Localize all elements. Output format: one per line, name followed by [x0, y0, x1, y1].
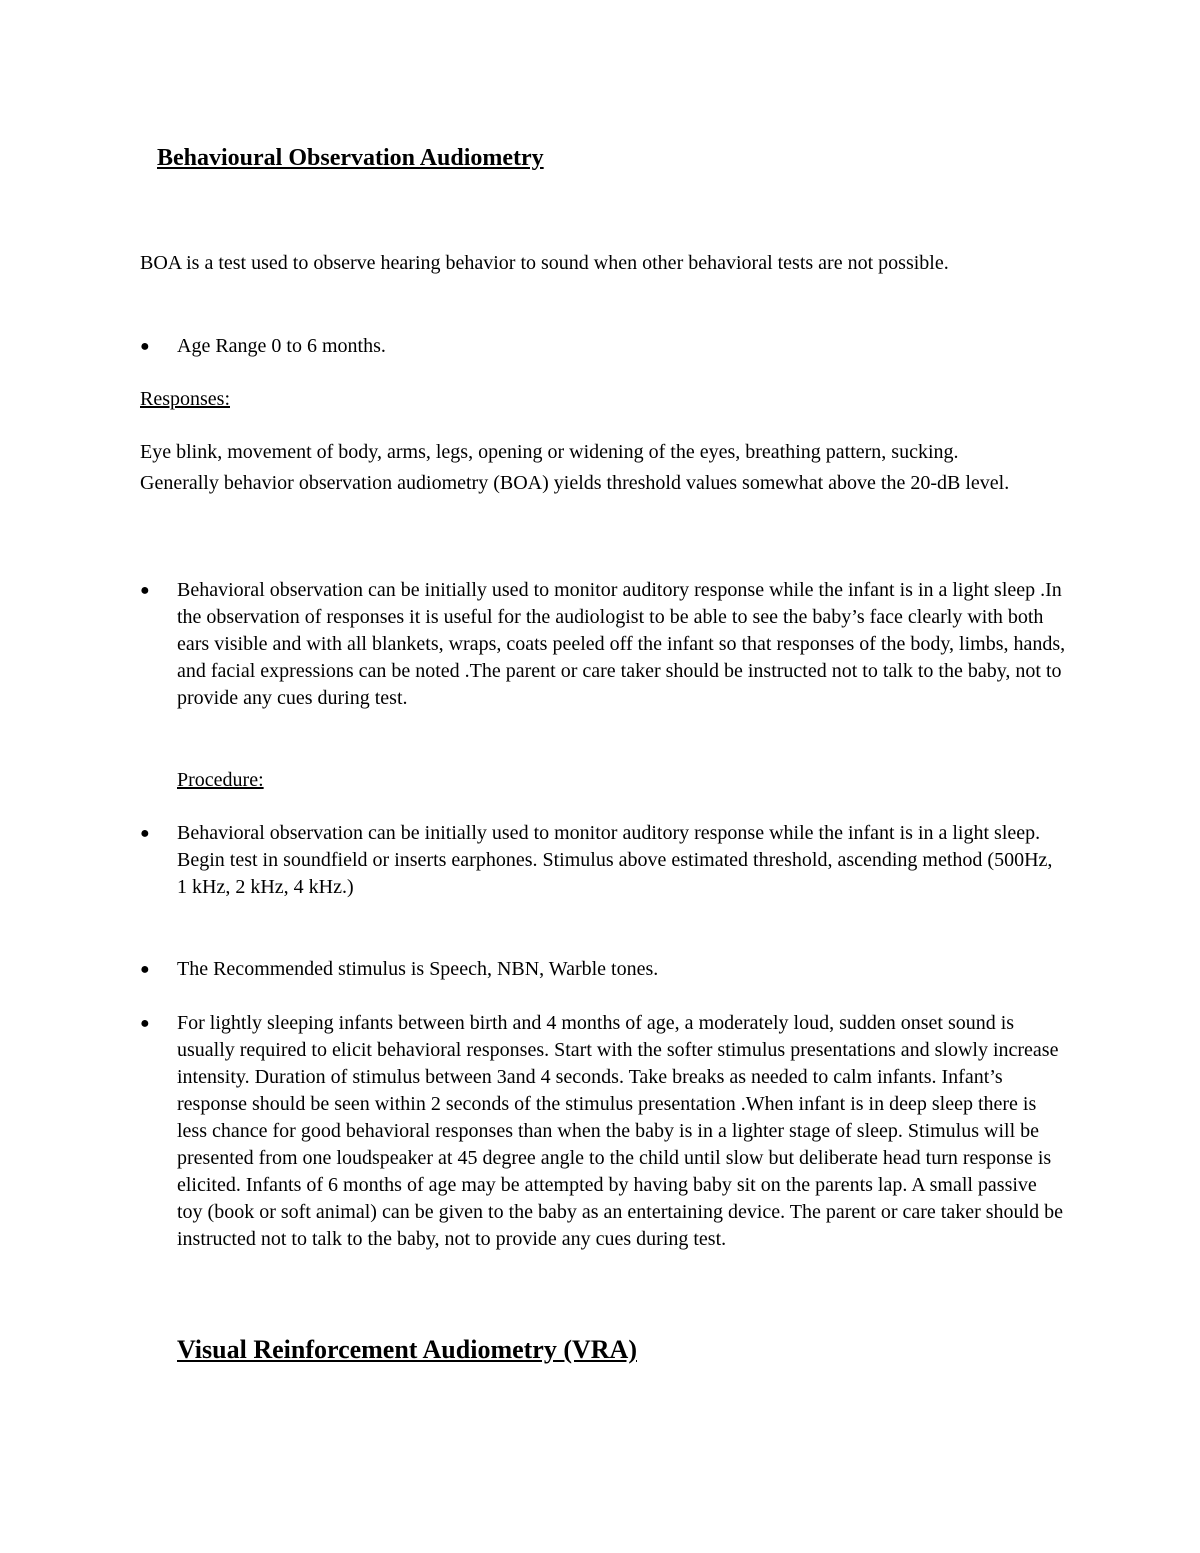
- bullet-dot: ●: [140, 1015, 150, 1032]
- age-range-text: Age Range 0 to 6 months.: [177, 335, 386, 357]
- section-title-boa: Behavioural Observation Audiometry: [157, 145, 544, 171]
- bullet-dot: ●: [140, 825, 150, 842]
- responses-paragraph: Eye blink, movement of body, arms, legs, opening or widening of the eyes, breathing pattern, sucking. Generally behavior observation audiometry (BOA) yields threshold values somewhat above the 20-dB level.: [140, 441, 1010, 494]
- bullet-dot: ●: [140, 582, 150, 599]
- procedure-text-2: The Recommended stimulus is Speech, NBN, Warble tones.: [177, 958, 659, 980]
- intro-paragraph: BOA is a test used to observe hearing behavior to sound when other behavioral tests are not possible.: [140, 252, 949, 274]
- procedure-heading: Procedure:: [177, 769, 264, 791]
- bullet-dot: ●: [140, 338, 150, 355]
- procedure-text-3: For lightly sleeping infants between birth and 4 months of age, a moderately loud, sudden onset sound is usually required to elicit behavioral responses. Start with the softer stimulus presentations and slowly increase intensity. Duration of stimulus between 3and 4 seconds. Take breaks as needed to calm infants. Infant’s response should be seen within 2 seconds of the stimulus presentation .When infant is in deep sleep there is less chance for good behavioral responses than when the baby is in a lighter stage of sleep. Stimulus will be presented from one loudspeaker at 45 degree angle to the child until slow but deliberate head turn response is elicited. Infants of 6 months of age may be attempted by having baby sit on the parents lap. A small passive toy (book or soft animal) can be given to the baby as an entertaining device. The parent or care taker should be instructed not to talk to the baby, not to provide any cues during test.: [177, 1012, 1063, 1250]
- bullet-dot: ●: [140, 961, 150, 978]
- responses-heading: Responses:: [140, 388, 230, 410]
- procedure-text-1: Behavioral observation can be initially used to monitor auditory response while the infant is in a light sleep. Begin test in soundfield or inserts earphones. Stimulus above estimated threshold, ascending method (500Hz, 1 kHz, 2 kHz, 4 kHz.): [177, 822, 1053, 898]
- observation-text: Behavioral observation can be initially used to monitor auditory response while the infant is in a light sleep .In the observation of responses it is useful for the audiologist to be able to see the baby’s face clearly with both ears visible and with all blankets, wraps, coats peeled off the infant so that responses of the body, limbs, hands, and facial expressions can be noted .The parent or care taker should be instructed not to talk to the baby, not to provide any cues during test.: [177, 579, 1066, 709]
- section-title-vra: Visual Reinforcement Audiometry (VRA): [177, 1335, 637, 1364]
